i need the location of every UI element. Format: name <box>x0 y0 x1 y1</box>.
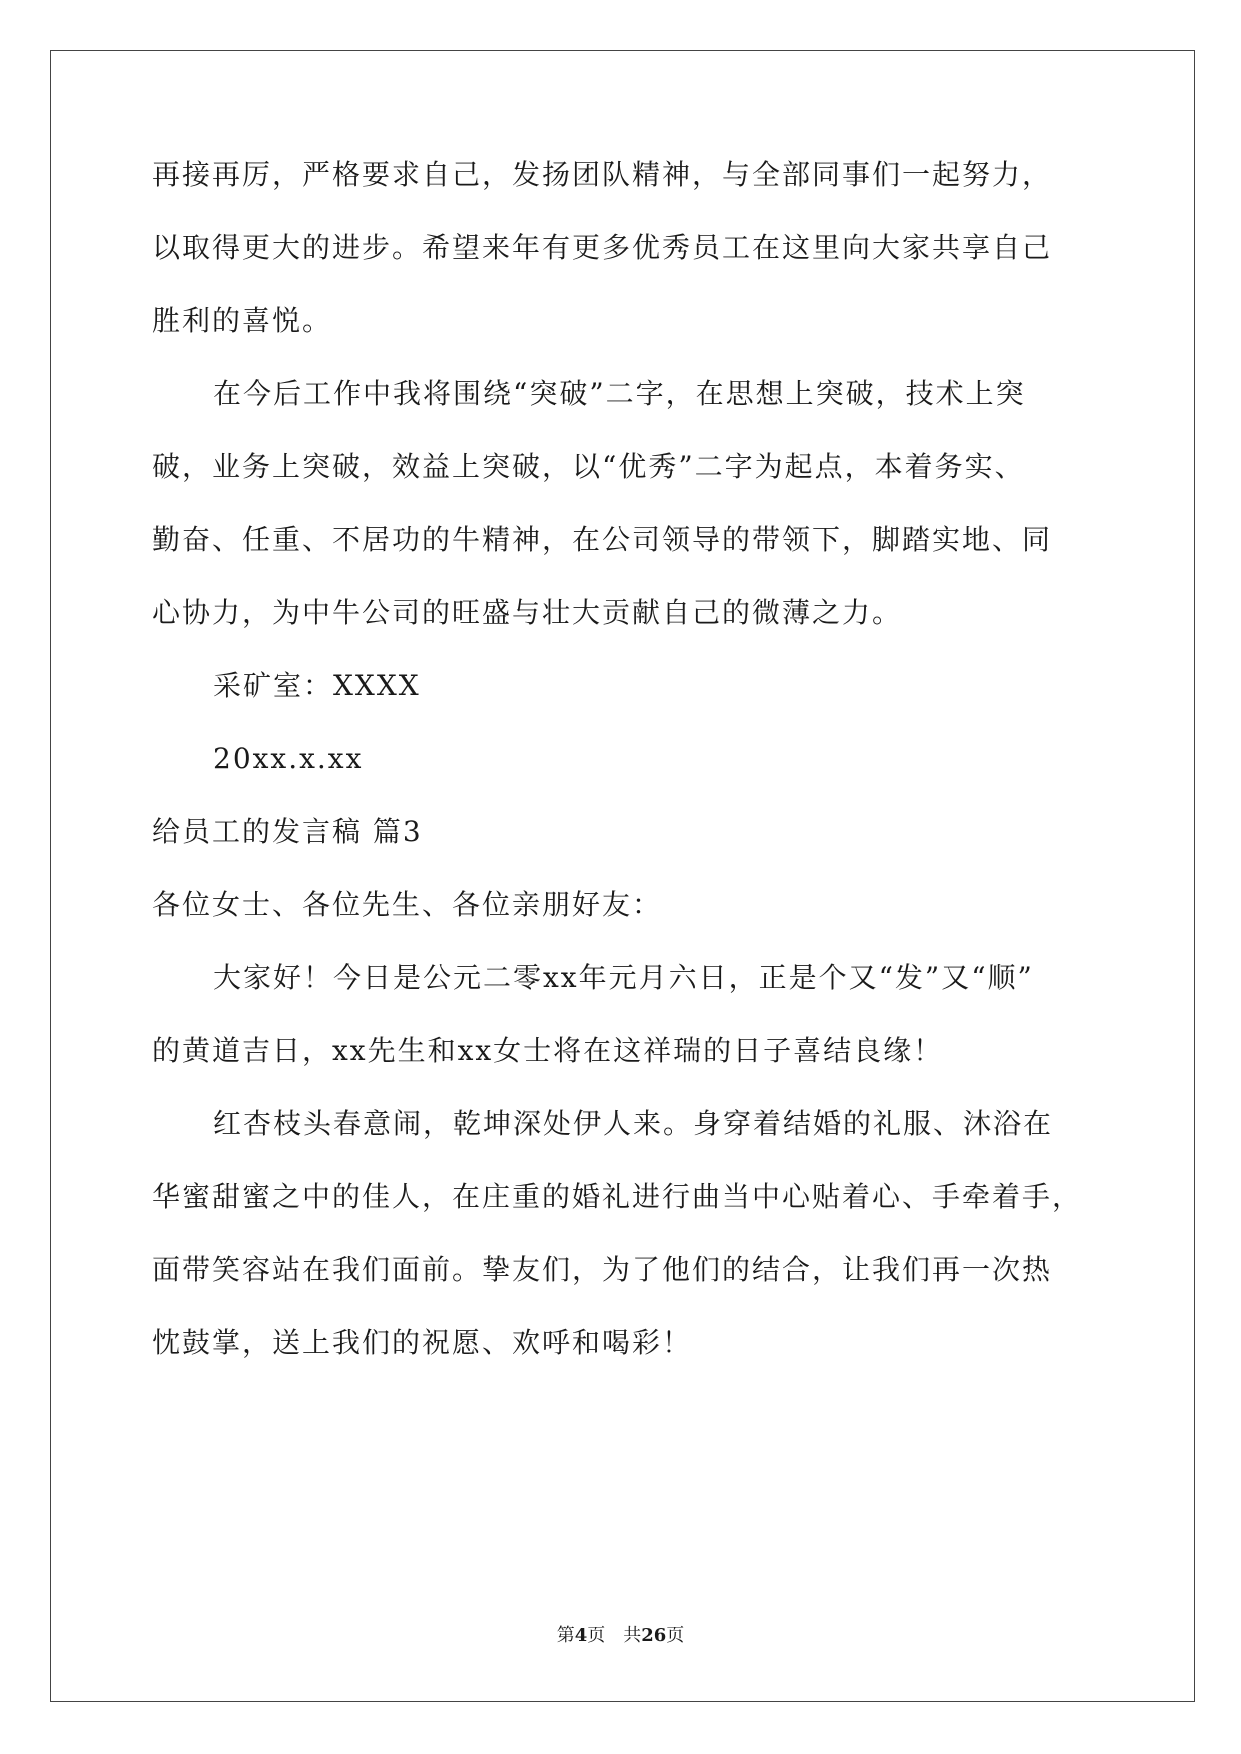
signature-department: 采矿室：XXXX <box>213 669 421 702</box>
body-text-line: 心协力，为中牛公司的旺盛与壮大贡献自己的微薄之力。 <box>152 596 903 629</box>
body-text-line: 破，业务上突破，效益上突破，以“优秀”二字为起点，本着务实、 <box>152 450 1025 483</box>
body-text-line: 以取得更大的进步。希望来年有更多优秀员工在这里向大家共享自己 <box>152 231 1053 264</box>
body-text-line: 红杏枝头春意闹，乾坤深处伊人来。身穿着结婚的礼服、沐浴在 <box>213 1107 1054 1140</box>
footer-middle: 页 共 <box>587 1625 642 1646</box>
body-text-line: 再接再厉，严格要求自己，发扬团队精神，与全部同事们一起努力， <box>152 158 1053 191</box>
signature-date: 20xx.x.xx <box>213 742 364 775</box>
body-text-line: 在今后工作中我将围绕“突破”二字，在思想上突破，技术上突 <box>213 377 1026 410</box>
body-text-line: 面带笑容站在我们面前。挚友们，为了他们的结合，让我们再一次热 <box>152 1253 1053 1286</box>
current-page-number: 4 <box>574 1625 588 1646</box>
body-text-line: 忱鼓掌，送上我们的祝愿、欢呼和喝彩！ <box>152 1326 693 1359</box>
page-border <box>50 50 1195 1702</box>
salutation: 各位女士、各位先生、各位亲朋好友： <box>152 888 663 921</box>
body-text-line: 的黄道吉日，xx先生和xx女士将在这祥瑞的日子喜结良缘！ <box>152 1034 944 1067</box>
section-heading: 给员工的发言稿 篇3 <box>152 815 423 848</box>
body-text-line: 勤奋、任重、不居功的牛精神，在公司领导的带领下，脚踏实地、同 <box>152 523 1053 556</box>
body-text-line: 胜利的喜悦。 <box>152 304 333 337</box>
total-page-count: 26 <box>641 1625 667 1646</box>
footer-prefix: 第 <box>556 1625 575 1646</box>
body-text-line: 大家好！今日是公元二零xx年元月六日，正是个又“发”又“顺” <box>213 961 1034 994</box>
page-number-footer <box>0 1625 1241 1647</box>
footer-suffix: 页 <box>666 1625 685 1646</box>
body-text-line: 华蜜甜蜜之中的佳人，在庄重的婚礼进行曲当中心贴着心、手牵着手， <box>152 1180 1083 1213</box>
